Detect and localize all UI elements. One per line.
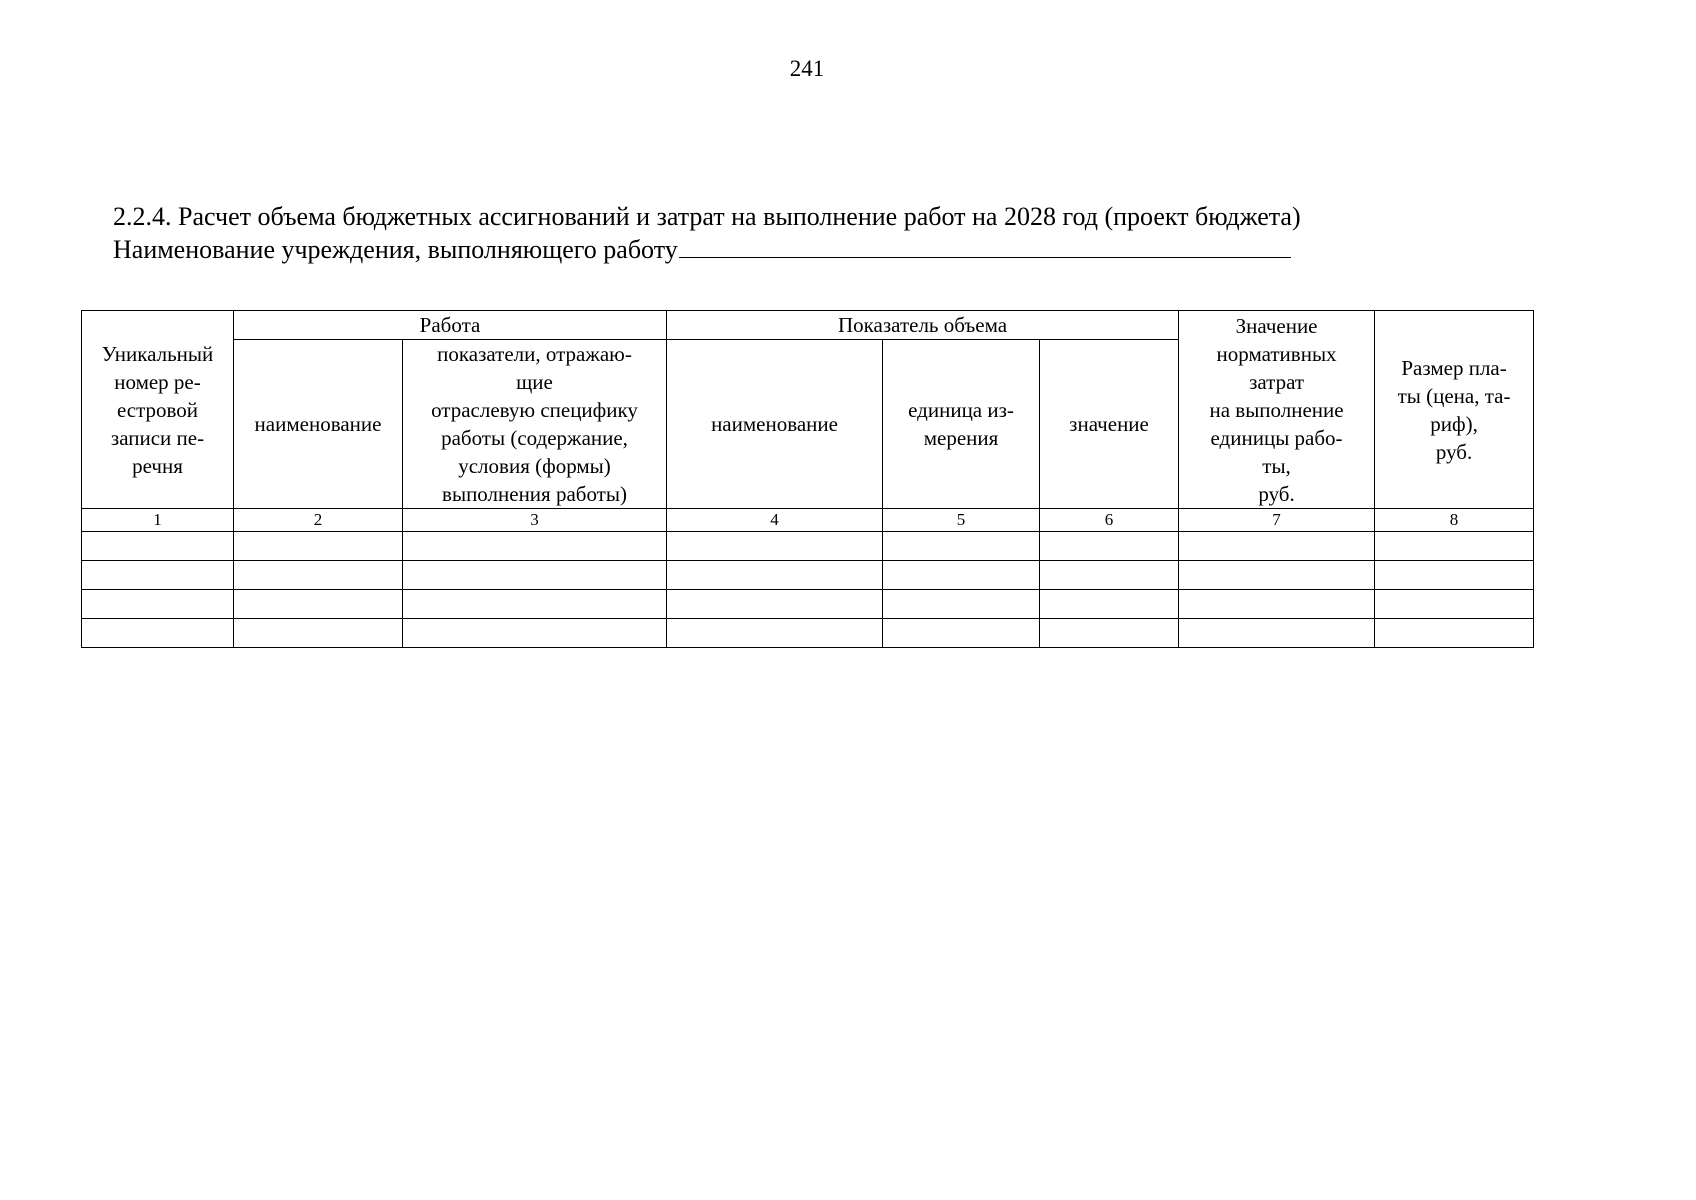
header-volume-unit: единица из- мерения	[883, 340, 1040, 509]
table-cell	[403, 619, 667, 648]
page-number: 241	[789, 56, 825, 81]
column-number: 4	[667, 509, 883, 532]
section-title: 2.2.4. Расчет объема бюджетных ассигнований и затрат на выполнение работ на 2028 год (проект бюджета)	[113, 202, 1301, 231]
table-cell	[403, 590, 667, 619]
header-fee: Размер пла- ты (цена, та- риф), руб.	[1375, 311, 1534, 509]
budget-calculation-table	[81, 310, 1534, 648]
column-number: 7	[1179, 509, 1375, 532]
header-normative-cost: Значение нормативных затрат на выполнение единицы рабо- ты, руб.	[1179, 311, 1375, 509]
header-unique-number: Уникальный номер ре- естровой записи пе- речня	[82, 311, 234, 509]
table-cell	[1040, 532, 1179, 561]
table-cell	[1040, 590, 1179, 619]
table-cell	[82, 561, 234, 590]
table-cell	[1375, 532, 1534, 561]
table-cell	[82, 532, 234, 561]
table-cell	[234, 532, 403, 561]
table-cell	[667, 590, 883, 619]
document-heading	[113, 201, 1301, 266]
table-cell	[82, 590, 234, 619]
header-volume-name: наименование	[667, 340, 883, 509]
table-row	[82, 590, 1534, 619]
table-cell	[1040, 619, 1179, 648]
column-number: 5	[883, 509, 1040, 532]
table-cell	[667, 619, 883, 648]
table-cell	[1179, 590, 1375, 619]
column-number: 6	[1040, 509, 1179, 532]
table-cell	[234, 561, 403, 590]
table-cell	[883, 619, 1040, 648]
table-cell	[667, 532, 883, 561]
column-number: 8	[1375, 509, 1534, 532]
table-cell	[1179, 619, 1375, 648]
institution-blank-line	[679, 233, 1291, 258]
table-cell	[403, 561, 667, 590]
institution-label: Наименование учреждения, выполняющего работу	[113, 235, 678, 264]
table-row	[82, 561, 1534, 590]
table-cell	[1375, 619, 1534, 648]
table-cell	[234, 590, 403, 619]
institution-line	[113, 233, 1301, 266]
table-cell	[667, 561, 883, 590]
table-cell	[883, 561, 1040, 590]
header-volume-value: значение	[1040, 340, 1179, 509]
header-work-indicators: показатели, отражаю- щие отраслевую специфику работы (содержание, условия (формы) выполнения работы)	[403, 340, 667, 509]
table-row	[82, 619, 1534, 648]
header-row-groups	[82, 311, 1534, 340]
table-cell	[1375, 590, 1534, 619]
header-work-name: наименование	[234, 340, 403, 509]
table-cell	[234, 619, 403, 648]
table-cell	[82, 619, 234, 648]
table-cell	[883, 590, 1040, 619]
column-number: 1	[82, 509, 234, 532]
table-row	[82, 532, 1534, 561]
header-volume-indicator: Показатель объема	[667, 311, 1179, 340]
table-cell	[1040, 561, 1179, 590]
table-cell	[883, 532, 1040, 561]
table-cell	[403, 532, 667, 561]
header-work: Работа	[234, 311, 667, 340]
table-cell	[1375, 561, 1534, 590]
column-number-row	[82, 509, 1534, 532]
column-number: 2	[234, 509, 403, 532]
column-number: 3	[403, 509, 667, 532]
table-cell	[1179, 561, 1375, 590]
table-cell	[1179, 532, 1375, 561]
